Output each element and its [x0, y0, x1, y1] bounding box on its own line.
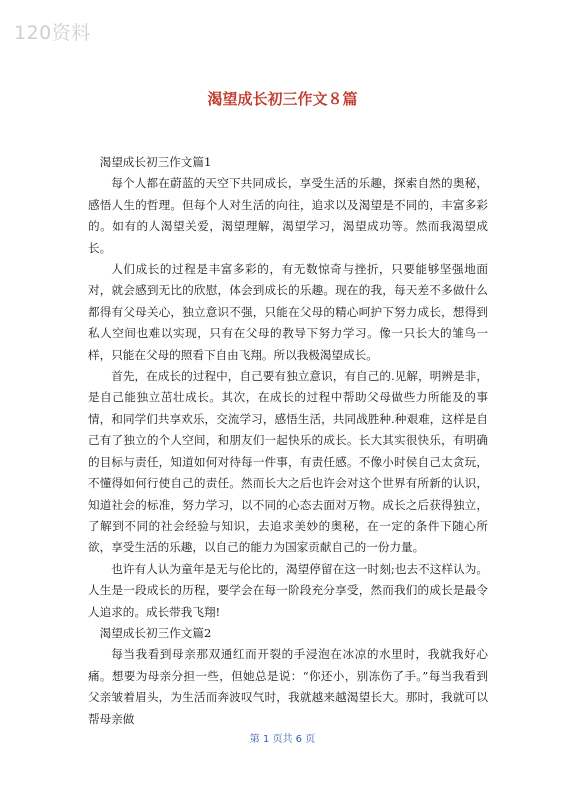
paragraph: 人们成长的过程是丰富多彩的，有无数惊奇与挫折，只要能够坚强地面对，就会感到无比的欣慰，体会到成长的乐趣。现在的我，每天差不多做什么都得有父母关心，独立意识不强，只能在父母的精心呵护下努力成长，想得到私人空间也难以实现，只有在父母的教导下努力学习。像一只长大的雏鸟一样，只能在父母的照看下自由飞翔。所以我极渴望成长。 [88, 262, 488, 362]
watermark-logo: 120资料 [14, 22, 91, 44]
document-title: 渴望成长初三作文８篇 [207, 90, 358, 108]
section-heading-2: 渴望成长初三作文篇2 [99, 625, 212, 640]
page-number: 第 1 页共 6 页 [249, 734, 316, 745]
section-heading-1: 渴望成长初三作文篇1 [99, 155, 212, 169]
paragraph: 每当我看到母亲那双通红而开裂的手浸泡在冰凉的水里时，我就我好心痛。想要为母亲分担一些，但她总是说：“你还小，别冻伤了手。”每当我看到父亲皱着眉头，为生活而奔波叹气时，我就越来越渴望长大。那时，我就可以帮母亲做 [88, 647, 488, 726]
paragraph: 也许有人认为童年是无与伦比的，渴望停留在这一时刻;也去不这样认为。人生是一段成长的历程，要学会在每一阶段充分享受，然而我们的成长是最令人追求的。成长带我飞翔! [88, 561, 488, 619]
paragraph: 首先，在成长的过程中，自己要有独立意识，有自己的.见解，明辨是非，是自己能独立茁壮成长。其次，在成长的过程中帮助父母做些力所能及的事情，和同学们共享欢乐，交流学习，感悟生活，共同战胜种.种艰难，这样是自己有了独立的个人空间，和朋友们一起快乐的成长。长大其实很快乐，有明确的目标与责任，知道如何对待每一件事，有责任感。不像小时侯自己太贪玩，不懂得如何行使自己的责任。然而长大之后也许会对这个世界有所新的认识，知道社会的标准，努力学习，以不同的心态去面对万物。成长之后获得独立，了解到不同的社会经验与知识，去追求美妙的奥秘，在一定的条件下随心所欲，享受生活的乐趣，以自己的能力为国家贡献自己的一份力量。 [88, 369, 488, 555]
document-body [88, 152, 488, 730]
paragraph: 每个人都在蔚蓝的天空下共同成长，享受生活的乐趣，探索自然的奥秘，感悟人生的哲理。但每个人对生活的向往，追求以及渴望是不同的，丰富多彩的。如有的人渴望关爱，渴望理解，渴望学习，渴望成功等。然而我渴望成长。 [88, 176, 488, 255]
